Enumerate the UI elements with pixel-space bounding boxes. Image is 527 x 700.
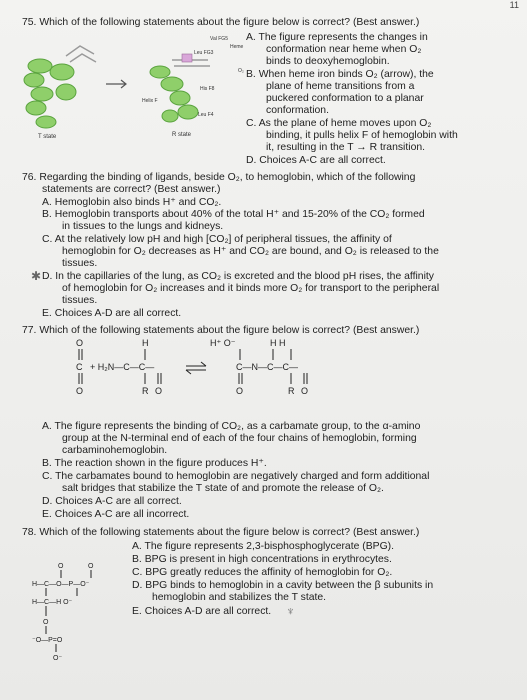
svg-text:O: O bbox=[301, 386, 309, 396]
q77-option-b: B. The reaction shown in the figure produces H⁺. bbox=[42, 458, 267, 469]
q76-option-c-line3: tissues. bbox=[62, 258, 98, 269]
bpg-structure-figure bbox=[30, 560, 120, 690]
svg-text:H—C—O—P—O⁻: H—C—O—P—O⁻ bbox=[32, 581, 90, 588]
svg-text:O: O bbox=[155, 386, 163, 396]
heme-conformation-figure bbox=[22, 32, 252, 152]
q75-option-a-line3: binds to deoxyhemoglobin. bbox=[266, 56, 390, 67]
q77-stem: 77. Which of the following statements about the figure below is correct? (Best answer.) bbox=[22, 325, 420, 336]
page-number: 11 bbox=[509, 0, 519, 10]
svg-text:O: O bbox=[76, 338, 84, 348]
q76-option-d-line2: of hemoglobin for O₂ increases and it binds more O₂ for transport to the peripheral bbox=[62, 283, 440, 294]
svg-text:O⁻: O⁻ bbox=[53, 655, 63, 662]
carbamate-reaction-figure bbox=[70, 336, 370, 416]
q76-option-c: C. At the relatively low pH and high [CO₂] of peripheral tissues, the affinity of bbox=[42, 234, 392, 245]
t-state-helix bbox=[24, 59, 76, 128]
q76-option-c-line2: hemoglobin for O₂ decreases as H⁺ and CO₂ are bound, and O₂ is released to the bbox=[62, 246, 439, 257]
q76-option-b-line2: in tissues to the lungs and kidneys. bbox=[62, 221, 224, 232]
q77-option-a: A. The figure represents the binding of CO₂, as a carbamate group, to the α-amino bbox=[42, 421, 421, 432]
heme-label: Heme bbox=[230, 44, 244, 50]
t-state-label: T state bbox=[38, 134, 57, 140]
q75-option-b-line4: conformation. bbox=[266, 105, 329, 116]
q75-option-a: A. The figure represents the changes in bbox=[246, 32, 428, 43]
svg-text:⁻O—P=O: ⁻O—P=O bbox=[32, 637, 63, 644]
svg-text:C—N—C—C—: C—N—C—C— bbox=[236, 362, 298, 372]
q76-option-d: D. In the capillaries of the lung, as CO₂ is excreted and the blood pH rises, the affinity bbox=[42, 271, 434, 282]
svg-text:O: O bbox=[236, 386, 244, 396]
svg-text:R: R bbox=[288, 386, 295, 396]
q75-option-c-line2: binding, it pulls helix F of hemoglobin with bbox=[266, 130, 458, 141]
r-state-helix bbox=[150, 66, 198, 122]
q77-option-a-line3: carbaminohemoglobin. bbox=[62, 445, 168, 456]
his-f8-label: His F8 bbox=[200, 86, 215, 92]
svg-text:O: O bbox=[43, 619, 49, 626]
q75-option-c-line3: it, resulting in the T → R transition. bbox=[266, 142, 426, 153]
leu-fg3-label: Leu FG3 bbox=[194, 50, 214, 56]
q78-option-b: B. BPG is present in high concentrations in erythrocytes. bbox=[132, 554, 392, 565]
q78-option-e: E. Choices A-D are all correct. bbox=[132, 606, 272, 617]
q76-option-d-line3: tissues. bbox=[62, 295, 98, 306]
svg-text:R: R bbox=[142, 386, 149, 396]
q77-option-a-line2: group at the N-terminal end of each of the four chains of hemoglobin, forming bbox=[62, 433, 417, 444]
q78-option-d: D. BPG binds to hemoglobin in a cavity between the β subunits in bbox=[132, 580, 434, 591]
svg-text:+ H₂N—C—C—: + H₂N—C—C— bbox=[90, 362, 155, 372]
q77-option-d: D. Choices A-C are all correct. bbox=[42, 496, 182, 507]
o2-molecule bbox=[182, 54, 192, 62]
q77-option-c-line2: salt bridges that stabilize the T state of and promote the release of O₂. bbox=[62, 483, 384, 494]
transition-arrow bbox=[106, 80, 126, 88]
q78-option-c: C. BPG greatly reduces the affinity of hemoglobin for O₂. bbox=[132, 567, 393, 578]
q78-option-d-line2: hemoglobin and stabilizes the T state. bbox=[152, 592, 327, 603]
q76-option-a: A. Hemoglobin also binds H⁺ and CO₂. bbox=[42, 197, 222, 208]
q75-option-c: C. As the plane of heme moves upon O₂ bbox=[246, 118, 432, 129]
val-fg5-label: Val FG5 bbox=[210, 36, 228, 42]
svg-text:H⁺ O⁻: H⁺ O⁻ bbox=[210, 338, 236, 348]
q77-option-c: C. The carbamates bound to hemoglobin are negatively charged and form additional bbox=[42, 471, 430, 482]
handwritten-mark-icon: ♆ bbox=[286, 604, 295, 618]
svg-text:O: O bbox=[58, 563, 64, 570]
q75-option-a-line2: conformation near heme when O₂ bbox=[266, 44, 422, 55]
svg-text:O: O bbox=[76, 386, 84, 396]
o2-label: O₂ bbox=[238, 68, 244, 74]
handwritten-star-mark: ✱ bbox=[31, 269, 42, 283]
svg-text:H—C—H O⁻: H—C—H O⁻ bbox=[32, 599, 73, 606]
q75-option-b-line3: puckered conformation to a planar bbox=[266, 93, 424, 104]
svg-text:H: H bbox=[142, 338, 149, 348]
svg-text:H H: H H bbox=[270, 338, 286, 348]
q75-option-b-line2: plane of heme transitions from a bbox=[266, 81, 415, 92]
q75-stem: 75. Which of the following statements about the figure below is correct? (Best answer.) bbox=[22, 17, 420, 28]
q76-stem: 76. Regarding the binding of ligands, beside O₂, to hemoglobin, which of the following bbox=[22, 172, 416, 183]
helix-f-label: Helix F bbox=[142, 98, 158, 104]
q76-stem-line2: statements are correct? (Best answer.) bbox=[42, 184, 221, 195]
svg-text:O: O bbox=[88, 563, 94, 570]
q77-option-e: E. Choices A-C are all incorrect. bbox=[42, 509, 190, 520]
r-state-label: R state bbox=[172, 132, 192, 138]
q75-option-d: D. Choices A-C are all correct. bbox=[246, 155, 386, 166]
q76-option-e: E. Choices A-D are all correct. bbox=[42, 308, 182, 319]
leu-f4-label: Leu F4 bbox=[198, 112, 214, 118]
svg-text:C: C bbox=[76, 362, 83, 372]
t-state-heme bbox=[66, 46, 96, 62]
q75-option-b: B. When heme iron binds O₂ (arrow), the bbox=[246, 69, 434, 80]
q78-stem: 78. Which of the following statements about the figure below is correct? (Best answer.) bbox=[22, 527, 420, 538]
q78-option-a: A. The figure represents 2,3-bisphosphoglycerate (BPG). bbox=[132, 541, 395, 552]
q76-option-b: B. Hemoglobin transports about 40% of the total H⁺ and 15-20% of the CO₂ formed bbox=[42, 209, 425, 220]
